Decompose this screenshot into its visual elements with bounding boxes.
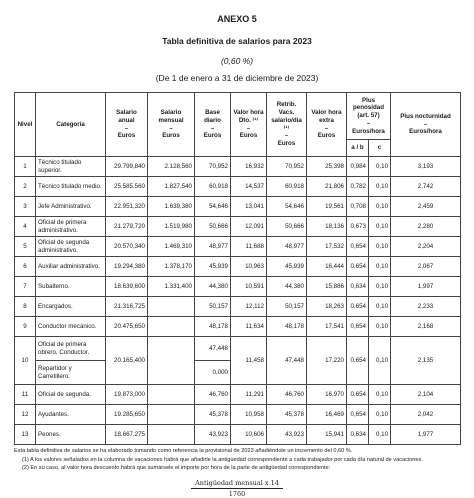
cell-nivel: 2 (15, 177, 36, 197)
header-valor-hora (231, 93, 267, 157)
table-row (15, 257, 461, 277)
header-plus-penosidad (347, 93, 391, 140)
header-retrib-vacs (267, 93, 307, 157)
footnote-1: (1) A los valores señalados en la columna de vacaciones habrá que añadirle la antigüedad correspondiente a cada trabajador por cada día natural de vacaciones. (22, 456, 423, 463)
header-nivel: Nivel (15, 93, 36, 157)
cell-valor-hora: 12,112 (231, 297, 267, 317)
cell-salario-mensual (148, 405, 195, 425)
cell-base-diario: 45,378 (195, 405, 231, 425)
header-salario-mensual-text: Salario mensual – Euros (158, 109, 184, 140)
cell-categoria: Oficial de primera administrativo. (36, 217, 106, 237)
cell-valor-hora-extra: 18,263 (307, 297, 347, 317)
header-salario-mensual (148, 93, 195, 157)
cell-salario-anual: 21.279,720 (106, 217, 148, 237)
cell-categoria: Técnico titulado superior. (36, 157, 106, 177)
cell-salario-mensual (148, 385, 195, 405)
cell-valor-hora-extra: 17,541 (307, 317, 347, 337)
formula-fraction (191, 479, 283, 498)
cell-plus-nocturnidad: 2,042 (391, 405, 461, 425)
cell-valor-hora: 11,291 (231, 385, 267, 405)
cell-plus-c: 0,10 (369, 277, 391, 297)
cell-valor-hora-extra: 16,444 (307, 257, 347, 277)
cell-plus-nocturnidad: 2,168 (391, 317, 461, 337)
cell-valor-hora-extra: 25,398 (307, 157, 347, 177)
footnote-intro: Esta tabla definitiva de salarios se ha elaborado tomando como referencia la provisional de 2023 añadiéndole un incremento del 0,60 %. (14, 448, 353, 454)
header-categoria: Categoría (36, 93, 106, 157)
cell-valor-hora-extra: 17,220 (307, 337, 347, 385)
cell-nivel: 5 (15, 237, 36, 257)
cell-retrib-vacs: 48,178 (267, 317, 307, 337)
cell-valor-hora-extra: 17,532 (307, 237, 347, 257)
cell-valor-hora: 14,537 (231, 177, 267, 197)
formula-denominator: 1760 (228, 489, 246, 498)
cell-plus-ab: 0,654 (347, 337, 369, 385)
cell-valor-hora: 10,958 (231, 405, 267, 425)
cell-base-diario: 70,952 (195, 157, 231, 177)
cell-plus-ab: 0,654 (347, 405, 369, 425)
cell-retrib-vacs: 47,448 (267, 337, 307, 385)
header-plus-penosidad-text: Plus penosidad (art. 57) – Euros/hora (352, 96, 385, 135)
cell-salario-anual: 20.570,340 (106, 237, 148, 257)
cell-salario-anual: 18.667,275 (106, 425, 148, 445)
cell-base-diario: 46,760 (195, 385, 231, 405)
table-row (15, 217, 461, 237)
header-c: c (369, 140, 391, 157)
cell-categoria: Subalterno. (36, 277, 106, 297)
cell-valor-hora-extra: 21,806 (307, 177, 347, 197)
annex-heading: ANEXO 5 (217, 14, 257, 24)
cell-nivel: 12 (15, 405, 36, 425)
cell-plus-c: 0,10 (369, 237, 391, 257)
formula-numerator: Antigüedad mensual x 14 (191, 479, 283, 489)
header-valor-hora-extra (307, 93, 347, 157)
footnotes (14, 448, 460, 473)
table-row (15, 385, 461, 405)
cell-base-diario: 54,646 (195, 197, 231, 217)
cell-plus-ab: 0,654 (347, 385, 369, 405)
cell-salario-anual: 21.316,725 (106, 297, 148, 317)
table-row (15, 425, 461, 445)
cell-retrib-vacs: 43,923 (267, 425, 307, 445)
cell-plus-nocturnidad: 2,135 (391, 337, 461, 385)
cell-plus-c: 0,10 (369, 157, 391, 177)
table-row (15, 297, 461, 317)
salary-table (14, 92, 461, 445)
cell-retrib-vacs: 50,157 (267, 297, 307, 317)
cell-plus-c: 0,10 (369, 217, 391, 237)
cell-salario-anual: 29.799,840 (106, 157, 148, 177)
cell-plus-ab: 0,654 (347, 257, 369, 277)
cell-valor-hora-extra: 18,136 (307, 217, 347, 237)
cell-retrib-vacs: 44,380 (267, 277, 307, 297)
cell-base-diario: 0,000 (195, 361, 231, 385)
cell-salario-mensual: 1.469,310 (148, 237, 195, 257)
header-valor-hora-extra-text: Valor hora extra – Euros (311, 109, 342, 140)
cell-salario-mensual (148, 297, 195, 317)
cell-plus-ab: 0,654 (347, 237, 369, 257)
cell-plus-c: 0,10 (369, 257, 391, 277)
cell-valor-hora: 12,091 (231, 217, 267, 237)
table-row (15, 277, 461, 297)
cell-plus-c: 0,10 (369, 405, 391, 425)
cell-plus-c: 0,10 (369, 337, 391, 385)
cell-plus-ab: 0,634 (347, 277, 369, 297)
cell-nivel: 8 (15, 297, 36, 317)
cell-categoria: Conductor mecánico. (36, 317, 106, 337)
cell-valor-hora-extra: 15,886 (307, 277, 347, 297)
validity-period: (De 1 de enero a 31 de diciembre de 2023) (155, 73, 319, 83)
cell-retrib-vacs: 54,646 (267, 197, 307, 217)
cell-valor-hora: 13,041 (231, 197, 267, 217)
cell-salario-mensual: 1.331,400 (148, 277, 195, 297)
cell-salario-anual: 20.475,650 (106, 317, 148, 337)
cell-salario-anual: 19.873,000 (106, 385, 148, 405)
header-ab: a / b (347, 140, 369, 157)
table-row (15, 317, 461, 337)
cell-plus-c: 0,10 (369, 297, 391, 317)
cell-base-diario: 60,918 (195, 177, 231, 197)
header-salario-anual-text: Salario anual – Euros (116, 109, 137, 140)
cell-retrib-vacs: 45,939 (267, 257, 307, 277)
cell-categoria: Jefe Administrativo. (36, 197, 106, 217)
cell-plus-nocturnidad: 2,233 (391, 297, 461, 317)
cell-nivel: 9 (15, 317, 36, 337)
header-retrib-vacs-text: Retrib. Vacs. salario/día ⁽¹⁾ – Euros (271, 101, 302, 147)
cell-plus-ab: 0,654 (347, 317, 369, 337)
cell-nivel: 1 (15, 157, 36, 177)
cell-base-diario: 47,448 (195, 337, 231, 361)
cell-base-diario: 50,157 (195, 297, 231, 317)
cell-valor-hora: 11,688 (231, 237, 267, 257)
cell-nivel: 3 (15, 197, 36, 217)
cell-base-diario: 45,939 (195, 257, 231, 277)
table-row (15, 237, 461, 257)
cell-base-diario: 48,977 (195, 237, 231, 257)
footnote-2: (2) En su caso, al valor hora descuento habrá que sumársele el importe por hora de la parte de antigüedad correspondiente: (22, 465, 331, 472)
cell-valor-hora-extra: 19,561 (307, 197, 347, 217)
cell-plus-nocturnidad: 2,204 (391, 237, 461, 257)
increment-percent: (0,60 %) (220, 56, 254, 66)
cell-plus-nocturnidad: 2,742 (391, 177, 461, 197)
cell-plus-ab: 0,984 (347, 157, 369, 177)
cell-base-diario: 43,923 (195, 425, 231, 445)
cell-base-diario: 50,666 (195, 217, 231, 237)
cell-plus-nocturnidad: 3,193 (391, 157, 461, 177)
table-title: Tabla definitiva de salarios para 2023 (162, 36, 312, 46)
cell-valor-hora: 11,458 (231, 337, 267, 385)
cell-salario-anual: 22.951,320 (106, 197, 148, 217)
cell-nivel: 10 (15, 337, 36, 385)
cell-plus-nocturnidad: 1,977 (391, 425, 461, 445)
cell-categoria: Oficial de primera obrero, Conductor. (36, 337, 106, 361)
cell-nivel: 6 (15, 257, 36, 277)
cell-salario-mensual: 1.639,380 (148, 197, 195, 217)
header-base-diario (195, 93, 231, 157)
cell-salario-anual: 25.585,560 (106, 177, 148, 197)
cell-salario-mensual: 2.128,560 (148, 157, 195, 177)
cell-plus-nocturnidad: 2,104 (391, 385, 461, 405)
cell-plus-c: 0,10 (369, 425, 391, 445)
cell-retrib-vacs: 70,952 (267, 157, 307, 177)
table-row (15, 197, 461, 217)
cell-categoria: Repartidor y Carretillero. (36, 361, 106, 385)
cell-categoria: Encargados. (36, 297, 106, 317)
header-valor-hora-text: Valor hora Dto. ⁽¹⁾ – Euros (233, 109, 264, 140)
table-row (15, 177, 461, 197)
cell-plus-nocturnidad: 1,997 (391, 277, 461, 297)
cell-nivel: 13 (15, 425, 36, 445)
cell-plus-ab: 0,673 (347, 217, 369, 237)
cell-plus-c: 0,10 (369, 197, 391, 217)
header-plus-nocturnidad (391, 93, 461, 157)
cell-base-diario: 44,380 (195, 277, 231, 297)
cell-retrib-vacs: 60,918 (267, 177, 307, 197)
cell-valor-hora: 10,963 (231, 257, 267, 277)
cell-salario-mensual (148, 425, 195, 445)
cell-plus-nocturnidad: 2,067 (391, 257, 461, 277)
cell-nivel: 11 (15, 385, 36, 405)
cell-valor-hora-extra: 16,970 (307, 385, 347, 405)
cell-valor-hora-extra: 16,469 (307, 405, 347, 425)
cell-valor-hora: 10,591 (231, 277, 267, 297)
seniority-formula (14, 479, 460, 498)
cell-base-diario: 48,178 (195, 317, 231, 337)
header-salario-anual (106, 93, 148, 157)
cell-valor-hora: 11,634 (231, 317, 267, 337)
cell-categoria: Oficial de segunda. (36, 385, 106, 405)
cell-plus-nocturnidad: 2,280 (391, 217, 461, 237)
cell-plus-c: 0,10 (369, 317, 391, 337)
cell-retrib-vacs: 45,378 (267, 405, 307, 425)
header-base-diario-text: Base diario – Euros (203, 109, 222, 140)
cell-salario-mensual (148, 317, 195, 337)
cell-valor-hora: 16,932 (231, 157, 267, 177)
table-row (15, 337, 461, 361)
cell-salario-anual: 19.294,380 (106, 257, 148, 277)
cell-salario-anual: 19.285,650 (106, 405, 148, 425)
cell-plus-ab: 0,654 (347, 297, 369, 317)
cell-plus-nocturnidad: 2,459 (391, 197, 461, 217)
table-row (15, 157, 461, 177)
cell-nivel: 7 (15, 277, 36, 297)
cell-valor-hora: 10,606 (231, 425, 267, 445)
cell-retrib-vacs: 48,977 (267, 237, 307, 257)
cell-categoria: Oficial de segunda administrativo. (36, 237, 106, 257)
cell-categoria: Técnico titulado medio. (36, 177, 106, 197)
cell-salario-mensual: 1.378,170 (148, 257, 195, 277)
cell-nivel: 4 (15, 217, 36, 237)
cell-valor-hora-extra: 15,941 (307, 425, 347, 445)
cell-salario-mensual (148, 337, 195, 385)
cell-categoria: Auxiliar administrativo. (36, 257, 106, 277)
table-row (15, 405, 461, 425)
cell-salario-mensual: 1.519,980 (148, 217, 195, 237)
cell-retrib-vacs: 50,666 (267, 217, 307, 237)
cell-salario-anual: 18.639,600 (106, 277, 148, 297)
cell-categoria: Peones. (36, 425, 106, 445)
cell-plus-ab: 0,708 (347, 197, 369, 217)
cell-plus-ab: 0,634 (347, 425, 369, 445)
cell-categoria: Ayudantes. (36, 405, 106, 425)
cell-salario-mensual: 1.827,540 (148, 177, 195, 197)
cell-salario-anual: 20.165,400 (106, 337, 148, 385)
table-body (15, 157, 461, 445)
cell-plus-ab: 0,782 (347, 177, 369, 197)
cell-plus-c: 0,10 (369, 177, 391, 197)
header-plus-nocturnidad-text: Plus nocturnidad – Euros/hora (400, 112, 451, 136)
cell-retrib-vacs: 46,760 (267, 385, 307, 405)
cell-plus-c: 0,10 (369, 385, 391, 405)
